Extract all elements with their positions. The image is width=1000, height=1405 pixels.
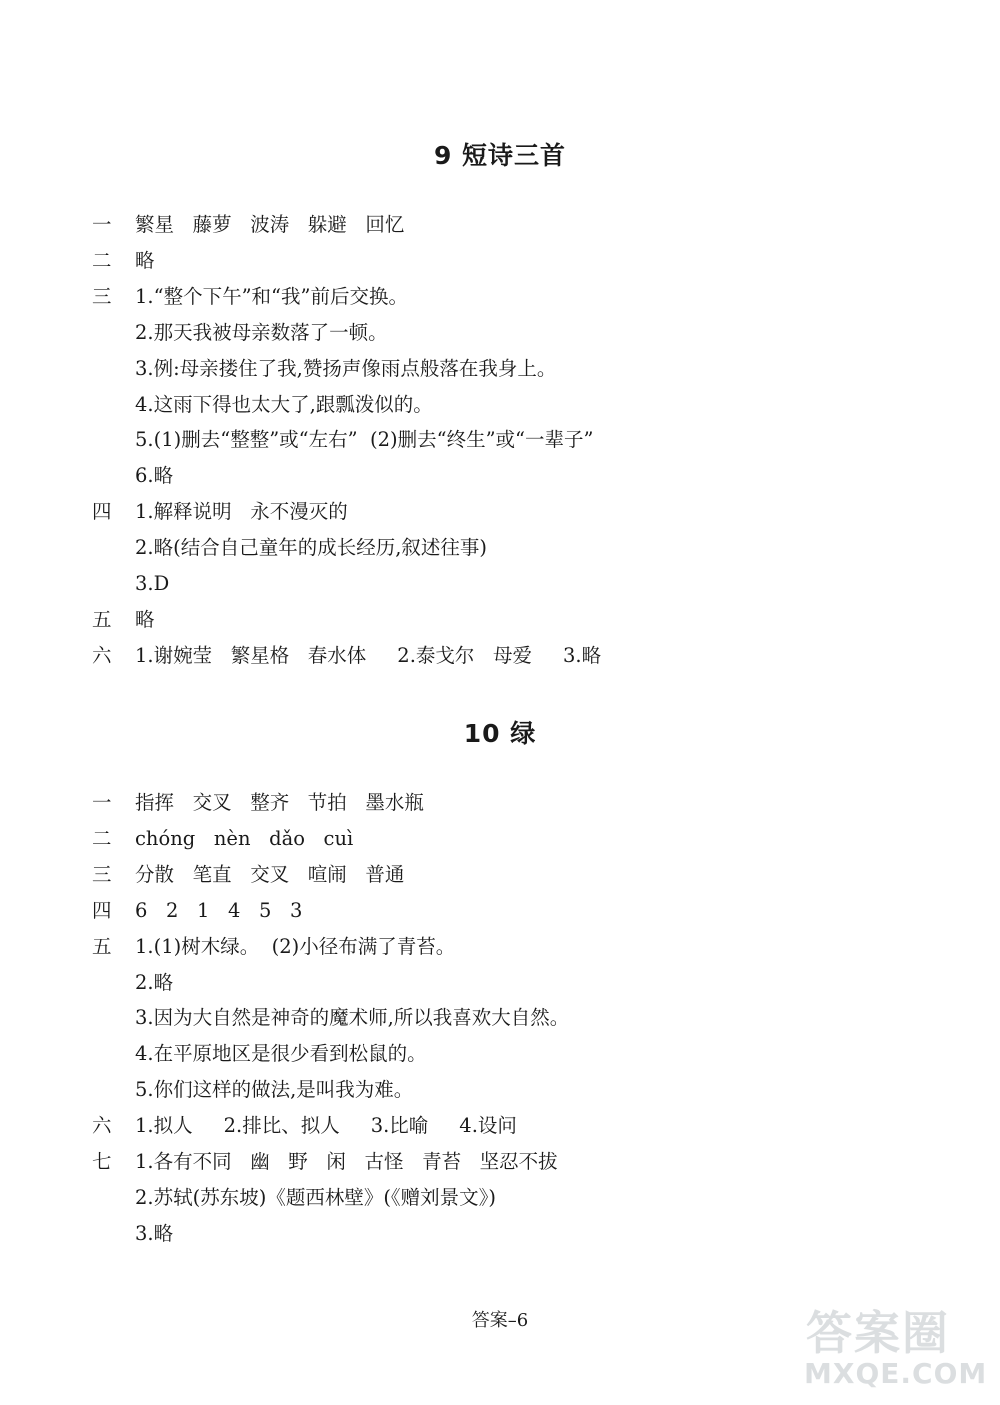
section-number: 二 — [92, 248, 112, 272]
answer-text: 5.(1)删去“整整”或“左右” (2)删去“终生”或“一辈子” — [135, 428, 594, 452]
answer-text: 2.那天我被母亲数落了一顿。 — [135, 320, 388, 344]
answer-text: 1.“整个下午”和“我”前后交换。 — [135, 284, 408, 308]
answer-text: 2.苏轼(苏东坡)《题西林壁》(《赠刘景文》) — [135, 1185, 497, 1209]
answer-text: chóng nèn dǎo cuì — [135, 826, 354, 850]
answer-text: 2.略(结合自己童年的成长经历,叙述往事) — [135, 536, 488, 560]
section-number: 一 — [92, 791, 112, 814]
answer-text: 3.因为大自然是神奇的魔术师,所以我喜欢大自然。 — [135, 1006, 570, 1030]
answer-text: 略 — [135, 248, 155, 272]
answer-text: 指挥 交叉 整齐 节拍 墨水瓶 — [135, 791, 424, 814]
answer-text: 1.解释说明 永不漫灭的 — [135, 500, 348, 524]
answer-text: 3.例:母亲搂住了我,赞扬声像雨点般落在我身上。 — [135, 356, 557, 380]
answer-text: 3.D — [135, 572, 170, 595]
answer-text: 6 2 1 4 5 3 — [135, 898, 303, 922]
page-number: 答案–6 — [471, 1310, 529, 1331]
section-number: 二 — [92, 826, 112, 850]
answer-text: 1.(1)树木绿。 (2)小径布满了青苔。 — [135, 934, 456, 958]
answer-text: 1.谢婉莹 繁星格 春水体 2.泰戈尔 母爱 3.略 — [135, 643, 602, 667]
section-number: 一 — [92, 213, 112, 236]
section-number: 七 — [92, 1150, 112, 1173]
section-number: 四 — [92, 898, 112, 922]
answer-text: 6.略 — [135, 464, 174, 488]
section-number: 六 — [92, 1114, 112, 1138]
section-number: 三 — [92, 284, 112, 308]
section-number: 三 — [92, 862, 112, 886]
section-number: 五 — [92, 607, 112, 631]
section-number: 五 — [92, 934, 112, 958]
answer-text: 繁星 藤萝 波涛 躲避 回忆 — [135, 213, 405, 236]
answer-text: 3.略 — [135, 1221, 174, 1245]
answer-text: 1.各有不同 幽 野 闲 古怪 青苔 坚忍不拔 — [135, 1150, 558, 1173]
lesson9-title: 9 短诗三首 — [433, 141, 567, 170]
section-number: 六 — [92, 643, 112, 667]
lesson10-title: 10 绿 — [463, 719, 537, 748]
answer-text: 4.在平原地区是很少看到松鼠的。 — [135, 1042, 427, 1066]
section-number: 四 — [92, 500, 112, 524]
answer-text: 2.略 — [135, 970, 174, 994]
answer-text: 5.你们这样的做法,是叫我为难。 — [135, 1078, 414, 1102]
answer-text: 分散 笔直 交叉 喧闹 普通 — [135, 862, 405, 886]
answer-text: 略 — [135, 607, 155, 631]
answer-text: 1.拟人 2.排比、拟人 3.比喻 4.设问 — [135, 1114, 517, 1138]
answer-text: 4.这雨下得也太大了,跟瓢泼似的。 — [135, 392, 433, 416]
watermark-logo: 答案圈 MXQE.COM — [804, 1306, 988, 1390]
